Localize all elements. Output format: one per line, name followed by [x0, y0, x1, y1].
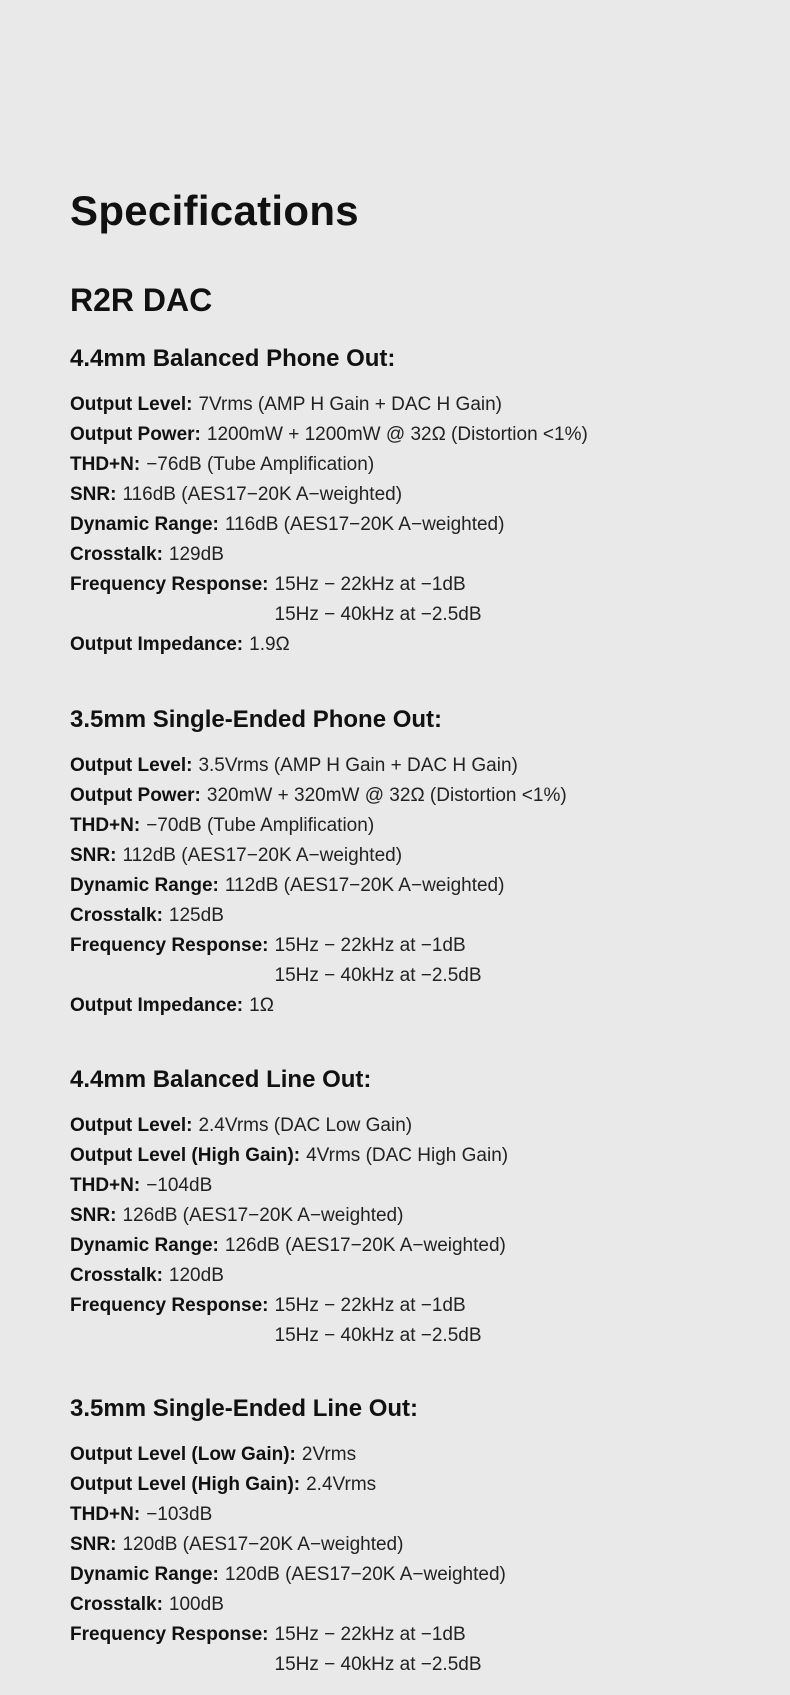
- spec-row: [70, 871, 750, 901]
- spec-value: 3.5Vrms (AMP H Gain + DAC H Gain): [198, 755, 518, 776]
- spec-value: −104dB: [146, 1175, 213, 1196]
- spec-row: [70, 1231, 750, 1261]
- spec-label: Dynamic Range:: [70, 1564, 219, 1585]
- spec-label: Frequency Response:: [70, 1295, 269, 1316]
- spec-values: [207, 781, 567, 811]
- spec-label: Frequency Response:: [70, 1624, 269, 1645]
- spec-label: Output Level:: [70, 755, 193, 776]
- spec-rows: [70, 1440, 750, 1680]
- spec-value: 120dB (AES17−20K A−weighted): [224, 1564, 506, 1585]
- spec-value: 1Ω: [249, 995, 274, 1016]
- spec-label: Dynamic Range:: [70, 1235, 219, 1256]
- spec-row: [70, 450, 750, 480]
- spec-values: [306, 1470, 376, 1500]
- spec-row: [70, 510, 750, 540]
- spec-values: [306, 1141, 508, 1171]
- spec-label: Dynamic Range:: [70, 875, 219, 896]
- spec-label: Dynamic Range:: [70, 514, 219, 535]
- spec-values: [249, 991, 274, 1021]
- spec-label: Crosstalk:: [70, 1594, 163, 1615]
- page-subtitle: R2R DAC: [70, 282, 213, 318]
- spec-value: 2Vrms: [301, 1444, 357, 1465]
- spec-row: [70, 841, 750, 871]
- spec-row: [70, 1470, 750, 1500]
- spec-label: Output Level (High Gain):: [70, 1474, 301, 1495]
- spec-values: [225, 871, 505, 901]
- spec-values: [198, 1111, 412, 1141]
- spec-label: Output Level (High Gain):: [70, 1145, 301, 1166]
- spec-label: Output Impedance:: [70, 995, 244, 1016]
- spec-row: [70, 991, 750, 1021]
- spec-label: Crosstalk:: [70, 544, 163, 565]
- spec-row: [70, 1261, 750, 1291]
- spec-row: [70, 1440, 750, 1470]
- spec-section-single-ended-phone-out: [70, 705, 750, 1021]
- spec-row: [70, 751, 750, 781]
- spec-row: [70, 540, 750, 570]
- spec-value: 7Vrms (AMP H Gain + DAC H Gain): [198, 394, 502, 415]
- spec-rows: [70, 390, 750, 660]
- spec-values: [225, 1560, 506, 1590]
- spec-row: [70, 1201, 750, 1231]
- spec-label: Output Impedance:: [70, 634, 244, 655]
- spec-row: [70, 630, 750, 660]
- spec-values: [225, 1231, 506, 1261]
- spec-values: [169, 1590, 224, 1620]
- spec-label: THD+N:: [70, 815, 141, 836]
- spec-value: −76dB (Tube Amplification): [146, 454, 375, 475]
- section-heading: 3.5mm Single-Ended Line Out:: [70, 1395, 419, 1422]
- spec-row: [70, 901, 750, 931]
- spec-section-balanced-line-out: [70, 1065, 750, 1351]
- spec-label: Output Power:: [70, 785, 201, 806]
- spec-row: [70, 1111, 750, 1141]
- spec-label: Crosstalk:: [70, 905, 163, 926]
- spec-section-single-ended-line-out: [70, 1394, 750, 1680]
- spec-rows: [70, 1111, 750, 1351]
- spec-label: Output Level (Low Gain):: [70, 1444, 296, 1465]
- spec-value: 15Hz − 40kHz at −2.5dB: [274, 1654, 482, 1675]
- spec-row: [70, 1620, 750, 1680]
- spec-value: 120dB: [168, 1265, 224, 1286]
- spec-row: [70, 1530, 750, 1560]
- spec-value: 126dB (AES17−20K A−weighted): [122, 1205, 404, 1226]
- spec-label: THD+N:: [70, 1504, 141, 1525]
- spec-label: SNR:: [70, 845, 117, 866]
- spec-values: [146, 1171, 212, 1201]
- spec-value: 2.4Vrms: [306, 1474, 377, 1495]
- spec-values: [275, 570, 482, 630]
- spec-values: [275, 931, 482, 991]
- section-heading: 4.4mm Balanced Line Out:: [70, 1066, 372, 1093]
- spec-rows: [70, 751, 750, 1021]
- spec-row: [70, 1171, 750, 1201]
- section-heading: 4.4mm Balanced Phone Out:: [70, 345, 396, 372]
- spec-row: [70, 1291, 750, 1351]
- spec-values: [198, 751, 517, 781]
- spec-values: [275, 1291, 482, 1351]
- spec-value: 320mW + 320mW @ 32Ω (Distortion <1%): [206, 785, 567, 806]
- spec-label: Crosstalk:: [70, 1265, 163, 1286]
- spec-value: 125dB: [168, 905, 224, 926]
- spec-label: Output Power:: [70, 424, 201, 445]
- spec-label: Output Level:: [70, 1115, 193, 1136]
- page-title: Specifications: [70, 187, 359, 234]
- spec-values: [146, 811, 374, 841]
- spec-row: [70, 1500, 750, 1530]
- spec-label: SNR:: [70, 484, 117, 505]
- spec-values: [146, 1500, 212, 1530]
- spec-row: [70, 1560, 750, 1590]
- spec-value: 4Vrms (DAC High Gain): [306, 1145, 509, 1166]
- spec-value: −103dB: [146, 1504, 213, 1525]
- spec-value: −70dB (Tube Amplification): [146, 815, 375, 836]
- spec-value: 116dB (AES17−20K A−weighted): [122, 484, 403, 505]
- spec-row: [70, 811, 750, 841]
- spec-label: SNR:: [70, 1534, 117, 1555]
- spec-value: 15Hz − 22kHz at −1dB: [274, 935, 466, 956]
- spec-label: THD+N:: [70, 454, 141, 475]
- spec-value: 1.9Ω: [249, 634, 290, 655]
- spec-row: [70, 480, 750, 510]
- spec-value: 2.4Vrms (DAC Low Gain): [198, 1115, 413, 1136]
- spec-values: [122, 841, 402, 871]
- spec-value: 15Hz − 22kHz at −1dB: [274, 1295, 466, 1316]
- spec-row: [70, 781, 750, 811]
- spec-values: [122, 1201, 403, 1231]
- spec-values: [169, 1261, 224, 1291]
- spec-value: 116dB (AES17−20K A−weighted): [224, 514, 505, 535]
- spec-value: 15Hz − 40kHz at −2.5dB: [274, 965, 482, 986]
- spec-label: Frequency Response:: [70, 935, 269, 956]
- spec-row: [70, 1590, 750, 1620]
- spec-value: 15Hz − 22kHz at −1dB: [274, 574, 466, 595]
- spec-values: [207, 420, 588, 450]
- spec-value: 15Hz − 40kHz at −2.5dB: [274, 1325, 482, 1346]
- spec-row: [70, 390, 750, 420]
- spec-label: SNR:: [70, 1205, 117, 1226]
- spec-value: 100dB: [168, 1594, 224, 1615]
- spec-value: 1200mW + 1200mW @ 32Ω (Distortion <1%): [206, 424, 588, 445]
- spec-value: 15Hz − 40kHz at −2.5dB: [274, 604, 482, 625]
- spec-label: Output Level:: [70, 394, 193, 415]
- spec-value: 15Hz − 22kHz at −1dB: [274, 1624, 466, 1645]
- spec-values: [146, 450, 374, 480]
- spec-values: [249, 630, 290, 660]
- spec-values: [122, 480, 402, 510]
- spec-values: [169, 901, 224, 931]
- spec-value: 126dB (AES17−20K A−weighted): [224, 1235, 506, 1256]
- spec-section-balanced-phone-out: [70, 344, 750, 660]
- spec-row: [70, 1141, 750, 1171]
- spec-value: 112dB (AES17−20K A−weighted): [122, 845, 403, 866]
- spec-values: [169, 540, 224, 570]
- spec-row: [70, 420, 750, 450]
- spec-value: 112dB (AES17−20K A−weighted): [224, 875, 505, 896]
- section-heading: 3.5mm Single-Ended Phone Out:: [70, 706, 443, 733]
- spec-values: [198, 390, 502, 420]
- spec-label: Frequency Response:: [70, 574, 269, 595]
- spec-values: [225, 510, 505, 540]
- spec-values: [302, 1440, 356, 1470]
- spec-row: [70, 570, 750, 630]
- spec-value: 120dB (AES17−20K A−weighted): [122, 1534, 404, 1555]
- spec-label: THD+N:: [70, 1175, 141, 1196]
- spec-value: 129dB: [168, 544, 224, 565]
- spec-values: [275, 1620, 482, 1680]
- spec-row: [70, 931, 750, 991]
- spec-values: [122, 1530, 403, 1560]
